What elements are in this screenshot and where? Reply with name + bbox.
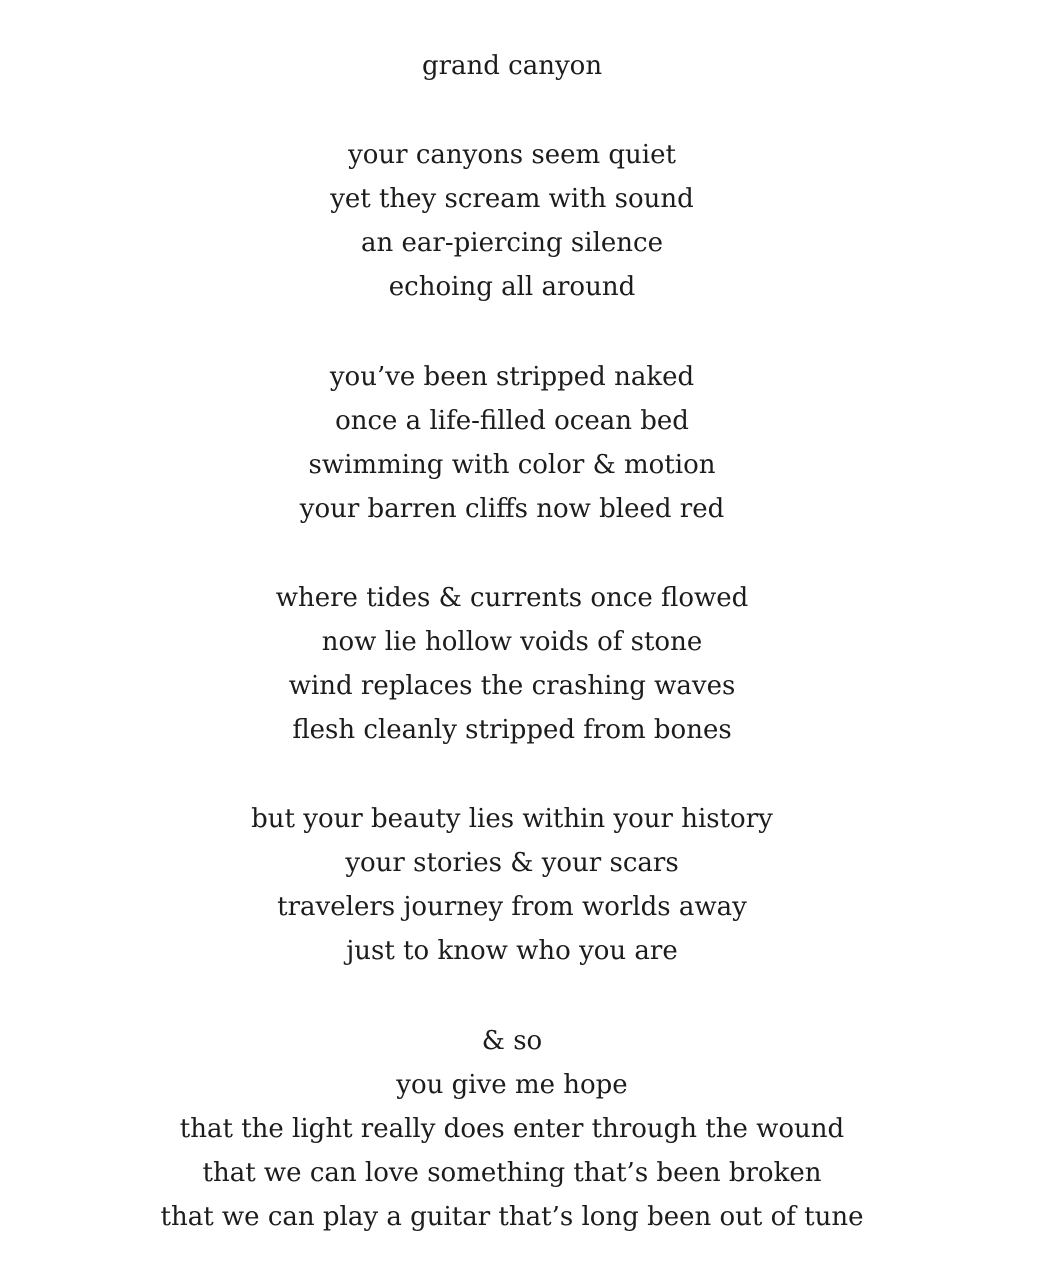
poem-line: that the light really does enter through the wound — [179, 1114, 845, 1144]
poem-line: you give me hope — [396, 1070, 628, 1100]
poem-line: yet they scream with sound — [330, 184, 694, 214]
poem-line: that we can play a guitar that’s long been out of tune — [160, 1202, 864, 1232]
poem-line: but your beauty lies within your history — [251, 804, 773, 834]
stanza-5 — [0, 1019, 1024, 1239]
stanza-1 — [0, 133, 1024, 309]
poem-line: that we can love something that’s been broken — [202, 1158, 822, 1188]
poem-line: swimming with color & motion — [308, 450, 716, 480]
poem-line: flesh cleanly stripped from bones — [292, 715, 732, 745]
poem-line: you’ve been stripped naked — [329, 362, 695, 392]
stanza-3 — [0, 576, 1024, 752]
stanza-2 — [0, 355, 1024, 531]
stanza-4 — [0, 797, 1024, 973]
poem-title: grand canyon — [421, 51, 603, 81]
poem-line: echoing all around — [388, 272, 636, 302]
poem-line: now lie hollow voids of stone — [321, 627, 703, 657]
poem-line: once a life-filled ocean bed — [335, 406, 689, 436]
poem-line: wind replaces the crashing waves — [288, 671, 736, 701]
poem-line: & so — [481, 1026, 543, 1056]
poem-line: your stories & your scars — [345, 848, 679, 878]
poem-line: your canyons seem quiet — [348, 140, 676, 170]
poem-line: your barren cliffs now bleed red — [299, 494, 725, 524]
poem-line: where tides & currents once flowed — [275, 583, 749, 613]
poem-line: an ear-piercing silence — [361, 228, 663, 258]
poem-line: travelers journey from worlds away — [277, 892, 747, 922]
poem-line: just to know who you are — [346, 936, 678, 966]
